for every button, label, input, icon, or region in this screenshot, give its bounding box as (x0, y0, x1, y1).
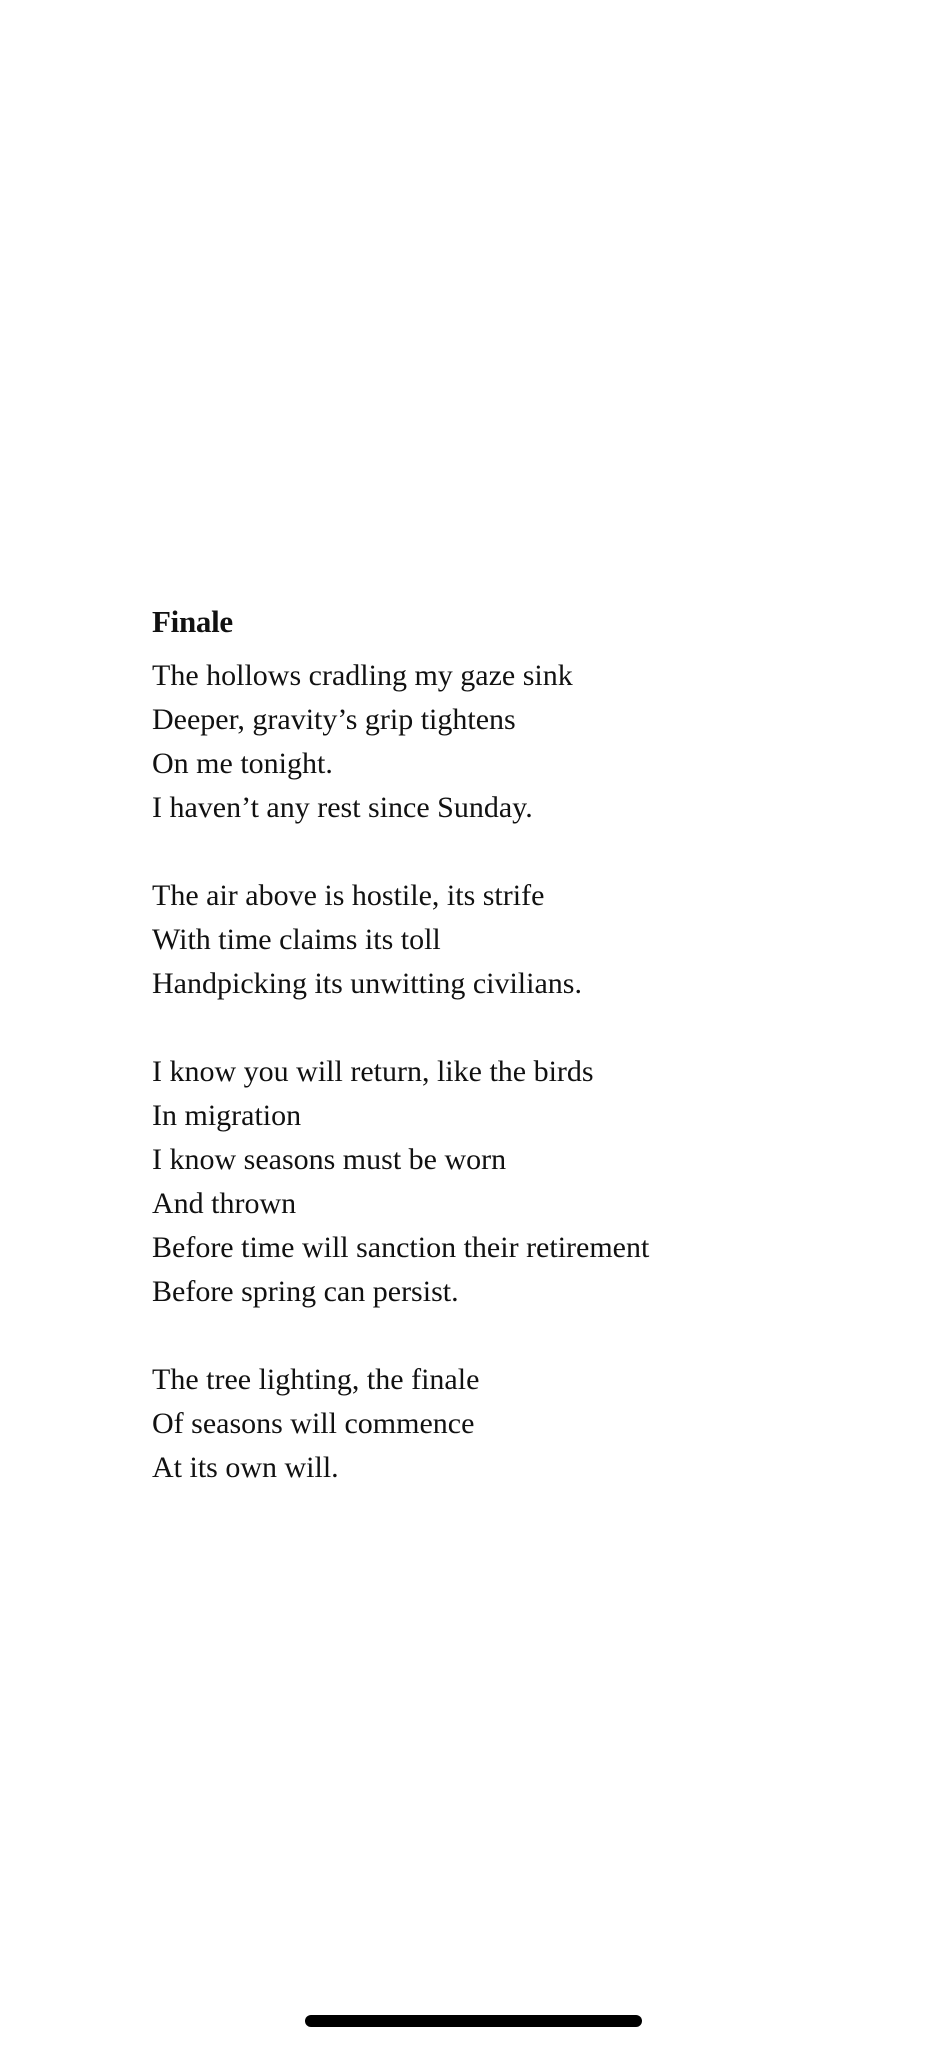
poem-line: Before time will sanction their retirement (152, 1231, 650, 1264)
stanza (152, 874, 912, 1006)
poem-line: With time claims its toll (152, 923, 441, 956)
poem (152, 600, 912, 1490)
poem-title: Finale (152, 604, 233, 639)
poem-line: On me tonight. (152, 747, 333, 780)
poem-line: I know you will return, like the birds (152, 1055, 594, 1088)
poem-line: Handpicking its unwitting civilians. (152, 967, 582, 1000)
poem-line: In migration (152, 1099, 302, 1132)
stanza (152, 1050, 912, 1314)
poem-line: Of seasons will commence (152, 1407, 475, 1440)
poem-line: Before spring can persist. (152, 1275, 459, 1308)
stanza (152, 1358, 912, 1490)
poem-line: The tree lighting, the finale (152, 1363, 480, 1396)
poem-line: At its own will. (152, 1451, 339, 1484)
poem-line: I know seasons must be worn (152, 1143, 507, 1176)
poem-line: Deeper, gravity’s grip tightens (152, 703, 516, 736)
stanza (152, 654, 912, 830)
poem-line: And thrown (152, 1187, 297, 1220)
home-indicator[interactable] (305, 2015, 642, 2027)
poem-line: I haven’t any rest since Sunday. (152, 791, 533, 824)
poem-line: The air above is hostile, its strife (152, 879, 545, 912)
poem-line: The hollows cradling my gaze sink (152, 659, 573, 692)
